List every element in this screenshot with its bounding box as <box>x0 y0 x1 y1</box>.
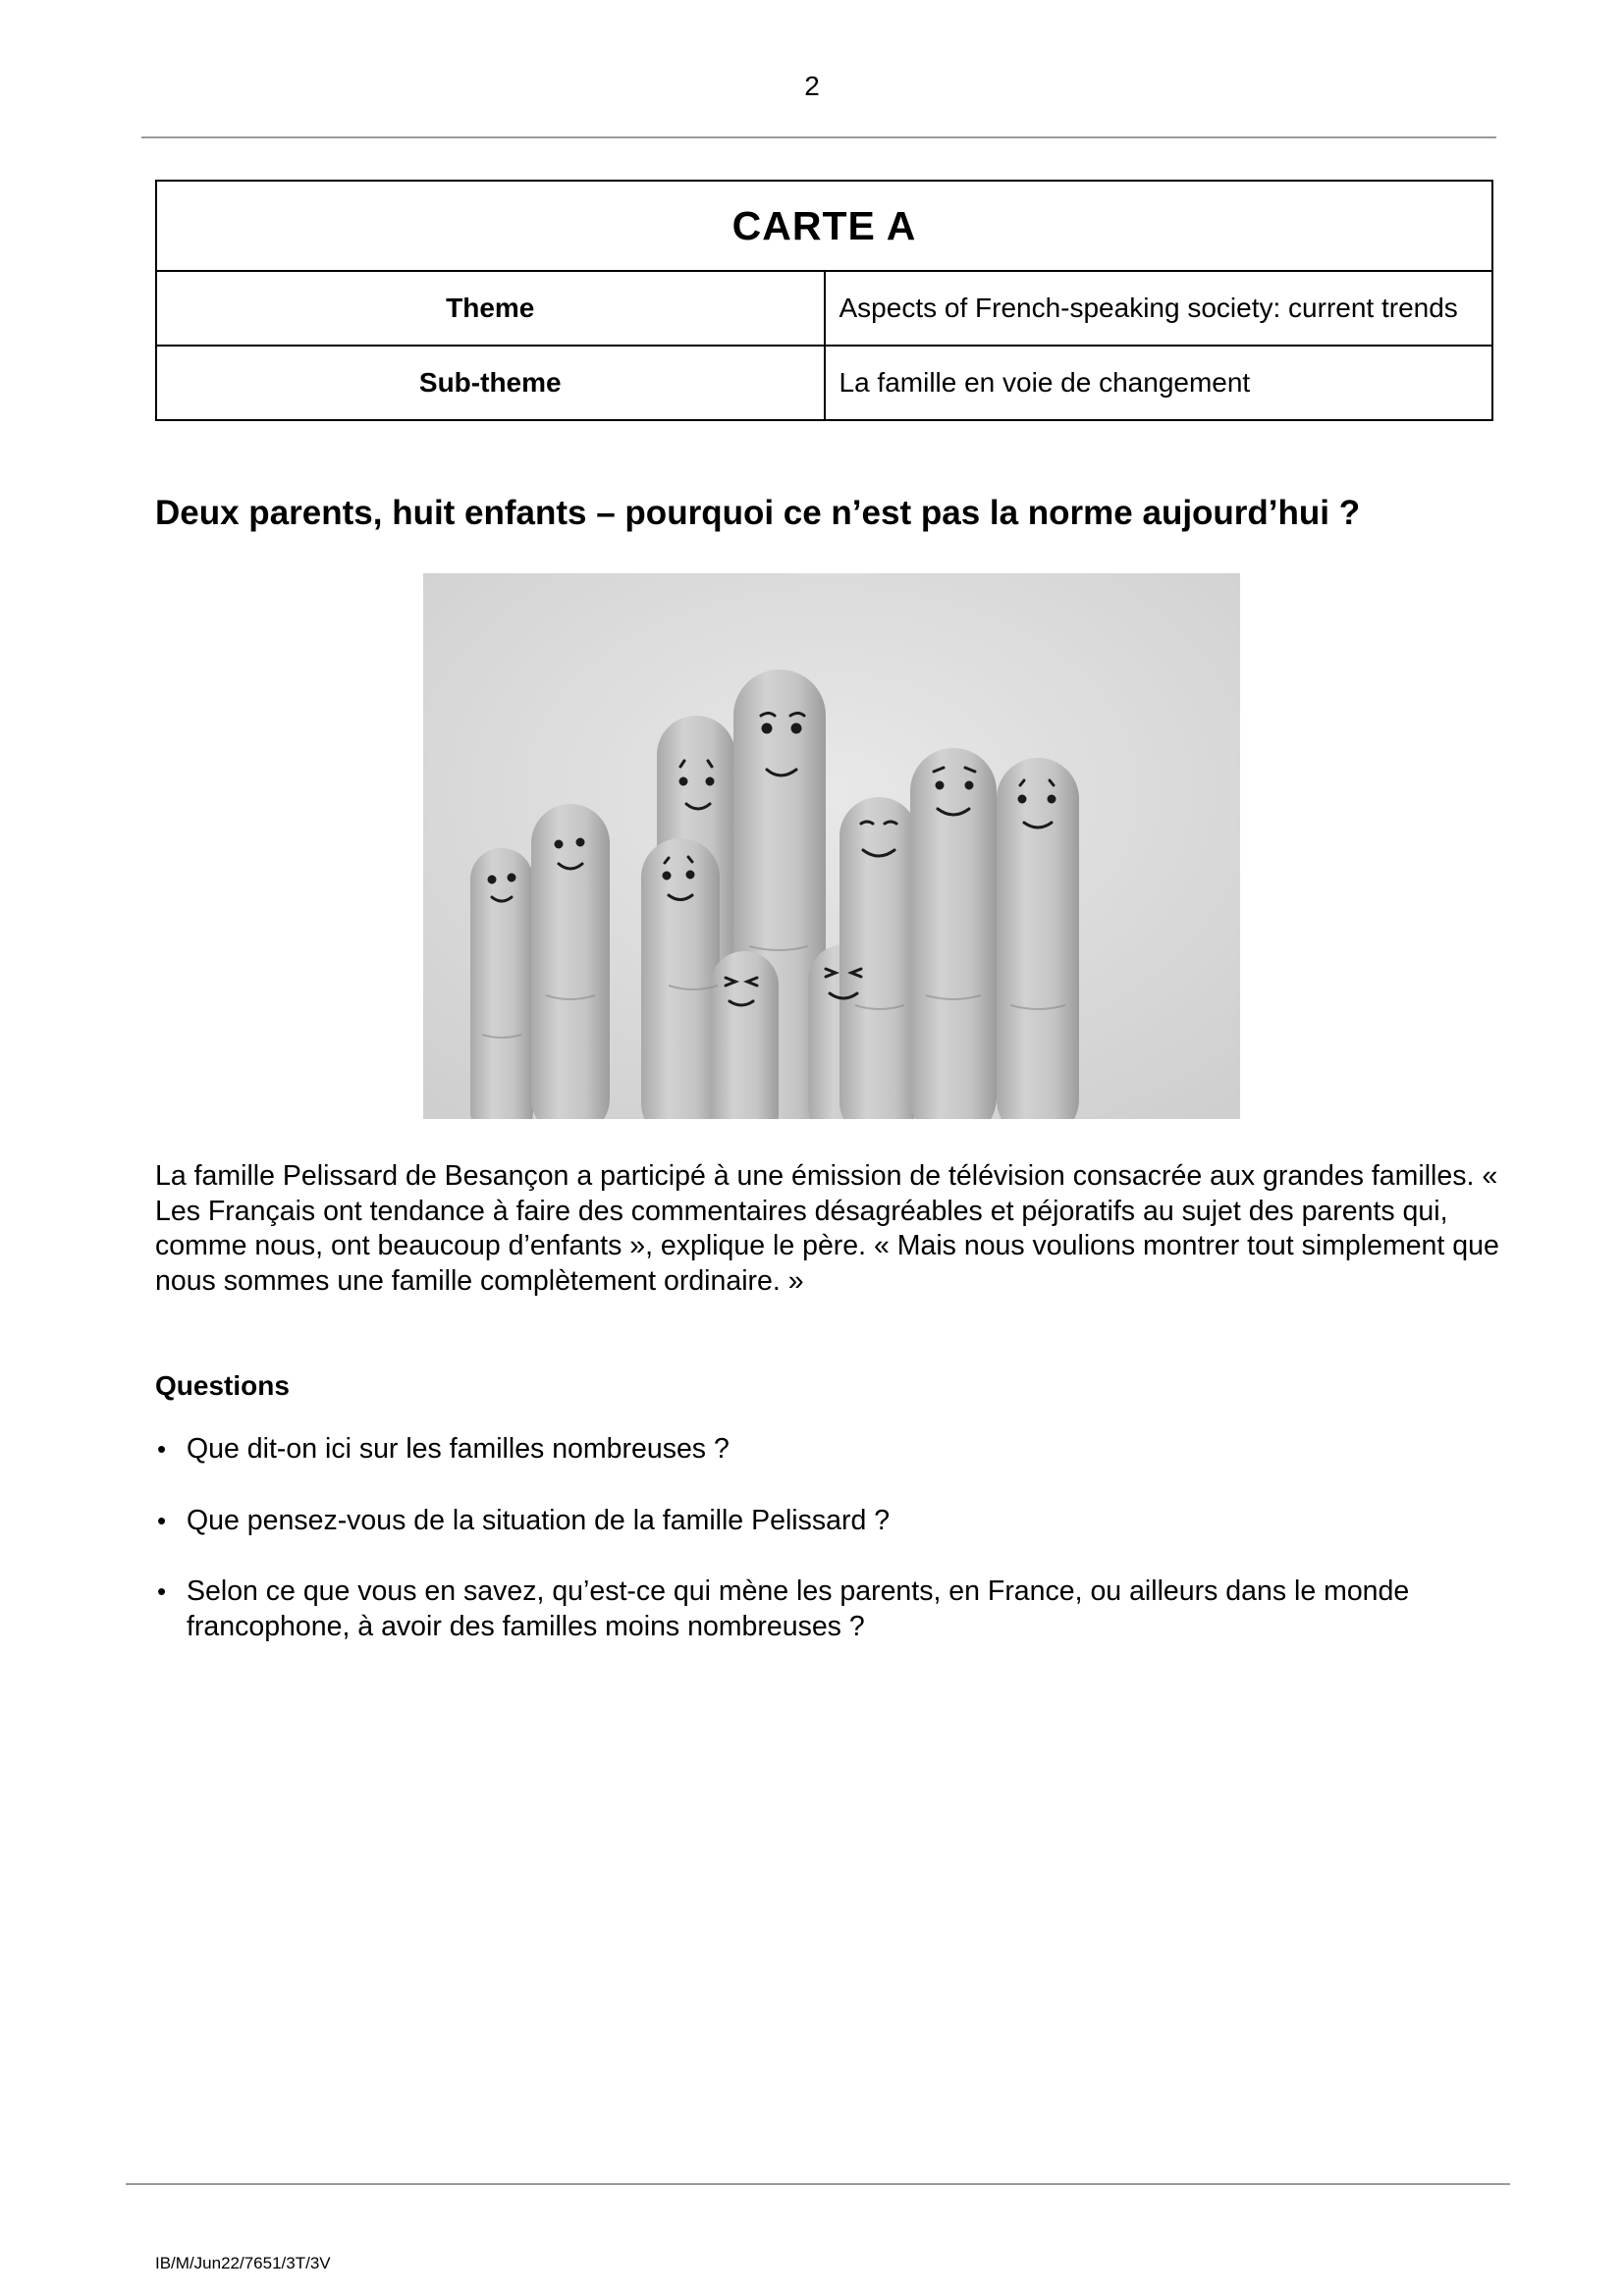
bullet-icon: • <box>157 1505 167 1535</box>
article-paragraph: La famille Pelissard de Besançon a participé à une émission de télévision consacrée aux grandes familles. « Les Français ont tendance à faire des commentaires désagréables et péjoratifs au sujet des parents qui, comme nous, ont beaucoup d’enfants », explique le père. « Mais nous voulions montrer tout simplement que nous sommes une famille complètement ordinaire. » <box>155 1160 1499 1297</box>
bullet-icon: • <box>157 1576 167 1606</box>
sub-theme-row <box>156 346 1492 420</box>
question-item <box>155 1504 1520 1539</box>
theme-value: Aspects of French-speaking society: current trends <box>825 271 1493 346</box>
questions-heading: Questions <box>155 1370 290 1401</box>
card-title-row <box>156 181 1492 271</box>
article-headline: Deux parents, huit enfants – pourquoi ce n’est pas la norme aujourd’hui ? <box>155 494 1361 532</box>
question-item <box>155 1432 1520 1468</box>
question-text: Selon ce que vous en savez, qu’est-ce qui mène les parents, en France, ou ailleurs dans le monde francophone, à avoir des familles moins nombreuses ? <box>187 1575 1410 1642</box>
question-item <box>155 1575 1520 1644</box>
footer-code: IB/M/Jun22/7651/3T/3V <box>155 2254 331 2272</box>
header-divider <box>141 136 1496 138</box>
page-number: 2 <box>804 71 820 101</box>
theme-row <box>156 271 1492 346</box>
card-info-table <box>155 180 1493 421</box>
theme-label: Theme <box>156 271 825 346</box>
finger-family-photo <box>423 573 1240 1119</box>
question-text: Que pensez-vous de la situation de la famille Pelissard ? <box>187 1504 891 1536</box>
question-text: Que dit-on ici sur les familles nombreuses ? <box>187 1433 730 1465</box>
question-list <box>155 1432 1520 1681</box>
footer-divider <box>126 2183 1510 2185</box>
card-title: CARTE A <box>156 181 1492 271</box>
sub-theme-label: Sub-theme <box>156 346 825 420</box>
bullet-icon: • <box>157 1434 167 1464</box>
sub-theme-value: La famille en voie de changement <box>825 346 1493 420</box>
